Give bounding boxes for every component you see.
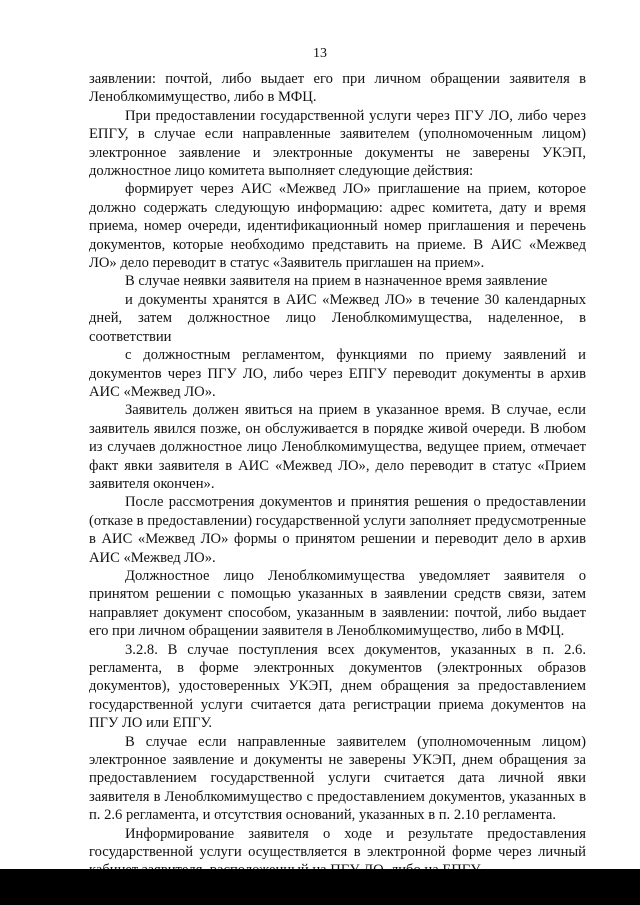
paragraph: и документы хранятся в АИС «Межвед ЛО» в течение 30 календарных дней, затем должностное лицо Леноблкомимущества, наделенное, в соответствии	[89, 291, 586, 345]
paragraph: заявлении: почтой, либо выдает его при личном обращении заявителя в Леноблкомимущество, либо в МФЦ.	[89, 71, 586, 106]
paragraph: с должностным регламентом, функциями по приему заявлений и документов через ПГУ ЛО, либо через ЕПГУ переводит документы в архив АИС «Межвед ЛО».	[89, 347, 586, 400]
paragraph: При предоставлении государственной услуги через ПГУ ЛО, либо через ЕПГУ, в случае если направленные заявителем (уполномоченным лицом) электронное заявление и электронные документы не заверены УКЭП, должностное лицо комитета выполняет следующие действия:	[89, 107, 586, 180]
paragraph: Информирование заявителя о ходе и результате предоставления государственной услуги осуществляется в электронной форме через личный	[89, 825, 586, 861]
paragraph: формирует через АИС «Межвед ЛО» приглашение на прием, которое должно содержать следующую информацию: адрес комитета, дату и время приема, номер очереди, идентификационный номер приглашения и перечень документов, которые необходимо представить на приеме. В АИС «Межвед ЛО» дело переводит в статус «Заявитель приглашен на прием».	[89, 181, 586, 272]
paragraph: 3.2.8. В случае поступления всех документов, указанных в п. 2.6. регламента, в форме электронных документов (электронных образов документов), удостоверенных УКЭП, днем обращения за предоставлением государственной услуги считается дата регистрации приема документов на ПГУ ЛО или ЕПГУ.	[89, 641, 586, 732]
page-number: 13	[313, 46, 327, 61]
paragraph: После рассмотрения документов и принятия решения о предоставлении (отказе в предоставлении) государственной услуги заполняет предусмотренные в АИС «Межвед ЛО» формы о принятом решении и переводит дело в архив АИС «Межвед ЛО».	[89, 494, 586, 566]
paragraph: Должностное лицо Леноблкомимущества уведомляет заявителя о принятом решении с помощью указанных в заявлении средств связи, затем направляет документ способом, указанным в заявлении: почтой, либо выдает его при личном обращении заявителя в Леноблкомимущество, либо в МФЦ.	[89, 567, 586, 640]
paragraph: Заявитель должен явиться на прием в указанное время. В случае, если заявитель явился позже, он обслуживается в порядке живой очереди. В любом из случаев должностное лицо Леноблкомимущества, ведущее прием, отмечает факт явки заявителя в АИС «Межвед ЛО», дело переводит в статус «Прием заявителя окончен».	[89, 402, 586, 492]
document-body	[89, 70, 586, 898]
paragraph: В случае если направленные заявителем (уполномоченным лицом) электронное заявление и документы не заверены УКЭП, днем обращения за предоставлением государственной услуги считается дата личной явки заявителя в Леноблкомимущество с предоставлением документов, указанных в п. 2.6 регламента, и отсутствия оснований, указанных в п. 2.10 регламента.	[89, 733, 586, 824]
paragraph: В случае неявки заявителя на прием в назначенное время заявление	[125, 273, 548, 290]
scan-bottom-border	[0, 869, 640, 905]
